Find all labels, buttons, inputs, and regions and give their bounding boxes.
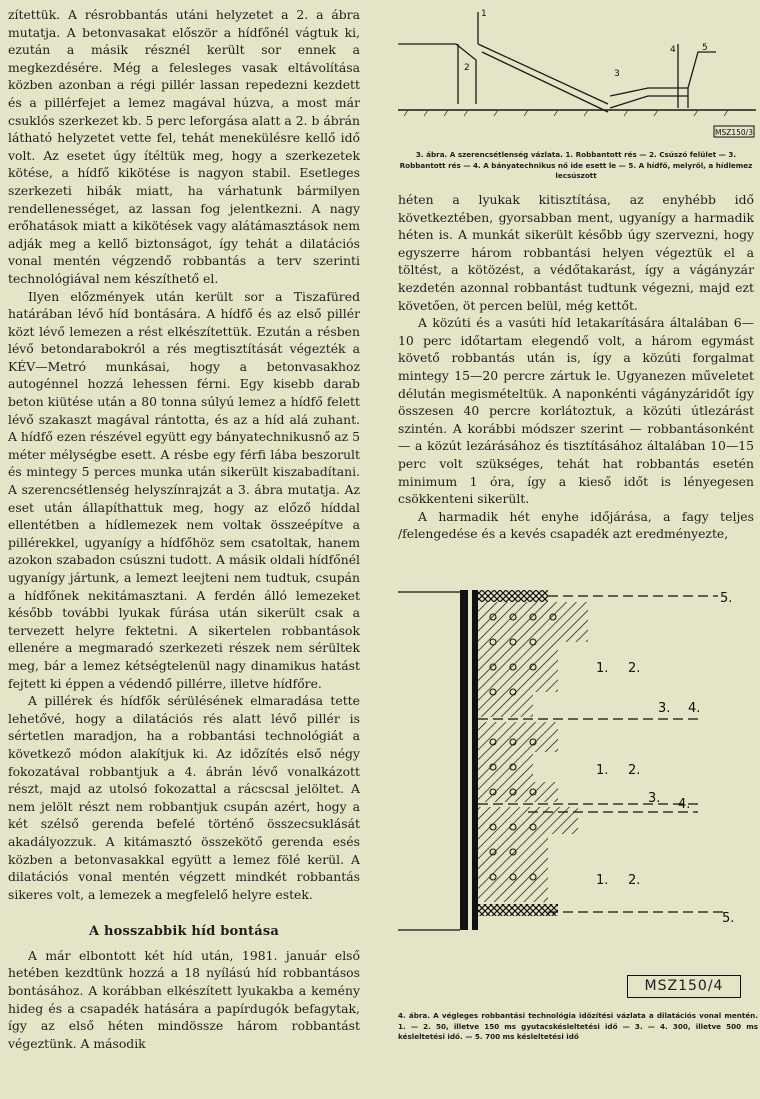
slab2-top [610,88,688,96]
bottom-grid-band [478,904,558,916]
paragraph: A közúti és a vasúti híd letakarítására általában 6—10 perc időtartam elegendő volt, a három egymást követő robbantás után is, így a közúti forgalmat mintegy 15—20 percre zártuk le. Ugyanezen műveletet délután megismételtük. A naponkénti vágányzáridőt így összesen 40 percre korlátoztuk, a közúti útlezárást szintén. A korábbi módszer szerint — robbantásonként — a közút lezárásához és tisztításához általában 10—15 perc volt szükséges, tehát hat robbantás esetén minimum 1 óra, így a kieső időt is lényegesen csökkenteni sikerült. [398,315,754,507]
fig4-label-b4: 4. [678,797,691,812]
pier-wall-inner [472,590,478,930]
ground-hatching [404,110,728,116]
figure-4-code: MSZ150/4 [627,975,741,998]
slab2-bottom [610,96,688,108]
paragraph: A harmadik hét enyhe időjárása, a fagy teljes /felengedése és a kevés csapadék azt eredményezte, [398,508,754,542]
fig4-label-b2: 2. [628,763,641,778]
fig3-code: MSZ150/3 [715,128,753,137]
paragraph: A pillérek és hídfők sérülésének elmaradása tette lehetővé, hogy a dilatációs rés alatt lévő pillér is sértetlen maradjon, ha a robbantási technológiát a következő módon alakítjuk ki. Az időzítés első négy fokozatával robbantjuk a 4. ábrán lévő vonalkázott részt, majd az utolsó fokozattal a rácscsal jelöltet. A nem jelölt részt nem robbantjuk csupán azért, hogy a két szélső gerenda befelé történő összecsuklását akadályozzuk. A kitámasztó összekötő gerenda esés közben a betonvasakkal együtt a lemez fölé kerül. A dilatációs vonal mentén végzett mindkét robbantás sikeres volt, a lemezek a megfelelő helyre estek. [8,693,360,902]
fig4-label-a3: 3. [658,701,671,716]
right-column [398,191,754,543]
abutment-outline [398,44,476,104]
paragraph: zítettük. A résrobbantás utáni helyzetet a 2. a ábra mutatja. A betonvasakat először a hídfőnél vágtuk ki, ezután a másik résznél került sor ennek a megkezdésére. Még a felesleges vasak eltávolítása közben azonban a régi pillér lassan repedezni kezdett és a pillérfejet a lemez magával húzva, a most már csuklós szerkezet kb. 5 perc leforgása alatt a 2. b ábrán látható helyzetet vette fel, tehát menekülésre kellő idő volt. Az esetet úgy ítéltük meg, hogy a szerkezetek kötése, a hídfő kikötése is nagyon stabil. Esetleges szerkezeti hibák miatt, ha várhatunk bármilyen rendellenességet, az lassan fog jelentkezni. A nagy erőhatások miatt a kikötések vagy alátámasztások nem adják meg a kellő biztonságot, így tehát a dilatációs vonal mentén végzendő robbantás a terv szerinti technológiával nem készíthető el. [8,7,360,286]
paragraph: A már elbontott két híd után, 1981. január első hetében kezdtünk hozzá a 18 nyílású híd robbantásos bontásához. A korábban elkészített lyukakba a kemény hideg és a csapadék hatására a papírdugók befagytak, így az első héten mindössze három robbantást végeztünk. A második [8,947,360,1051]
figure-4-caption: 4. ábra. A végleges robbantási technológia időzítési vázlata a dilatációs vonal mentén. 1. — 2. 50, illetve 150 ms gyutacskésleltetési idő — 3. — 4. 300, illetve 500 ms késleltetési idő. — 5. 700 ms késleltetési idő [398,1011,758,1041]
fig3-label-5: 5 [702,43,708,53]
fig3-label-4: 4 [670,45,676,55]
fig4-label-top5: 5. [720,591,733,606]
figure-4-diagram [398,572,758,977]
fig4-label-bot5: 5. [722,911,735,926]
top-grid-band [478,590,548,602]
fig4-label-c2: 2. [628,873,641,888]
figure-3-sketch [398,4,756,139]
slab-top [478,44,608,104]
paragraph: héten a lyukak kitisztítása, az enyhébb idő következtében, gyorsabban ment, ugyanígy a harmadik héten is. A munkát sikerült később úgy szervezni, hogy egyszerre három robbantási helyen végeztük el a töltést, a kötözést, a védőtakarást, így a vágányzár kezdetén azonnal robbantást tudtunk végezni, majd ezt követően, öt percen belül, még kettőt. [398,192,754,313]
fig4-label-c1: 1. [596,873,609,888]
section-heading: A hosszabbik híd bontása [88,924,280,940]
fig3-label-3: 3 [614,69,620,79]
fig3-label-2: 2 [464,63,470,73]
fig4-label-a2: 2. [628,661,641,676]
pier-wall-outer [460,590,468,930]
hatched-zone-3 [478,807,578,872]
slab-bottom [482,52,608,112]
fig3-label-1: 1 [481,9,487,19]
fig4-label-b1: 1. [596,763,609,778]
hatched-zone-2 [478,722,558,802]
right-abutment [688,52,716,108]
fig4-label-a1: 1. [596,661,609,676]
paragraph: Ilyen előzmények után került sor a Tiszafüred határában lévő híd bontására. A hídfő és az első pillér közt lévő lemezen a rést elkészítettük. Ezután a résben lévő betondarabokról a rés megtisztítását végezték a KÉV—Metró munkásai, hogy a betonvasakhoz autogénnel hozzá lehessen férni. Egy kisebb darab beton kiütése után a 80 tonna súlyú lemez a hídfő felett lévő szakaszt magával rántotta, és az a híd alá zuhant. A hídfő ezen részével együtt egy bányatechnikusnő az 5 méter mélységbe esett. A résbe egy férfi lába beszorult és mintegy 5 perces munka után sikerült kiszabadítani. A szerencsétlenség helyszínrajzát a 3. ábra mutatja. Az eset után állapíthattuk meg, hogy az előző híddal ellentétben a hídlemezek nem voltak összeépítve a pillérekkel, ugyanígy a hídfőhöz sem csatoltak, hanem azokon szabadon csúszni tudott. A másik oldali hídfőnél ugyanígy jártunk, a lemezt leejteni nem tudtuk, csupán a hídfőnek nekitámasztani. A ferdén álló lemezeket később további lyukak fúrása után sikerült csak a tervezett helyre fektetni. A sikertelen robbantások ellenére a megmaradó szerkezeti részek nem sérültek meg, bár a lemez kétségtelenül nagy dinamikus hatást fejtett ki éppen a védendő pillérre, illetve hídfőre. [8,288,360,691]
hatched-zone-4 [478,872,548,902]
fig4-label-a4: 4. [688,701,701,716]
figure-3-caption: 3. ábra. A szerencsétlenség vázlata. 1. Robbantott rés — 2. Csúszó felület — 3. Robbantott rés — 4. A bányatechnikus nő ide esett le — 5. A hídfő, melyről, a hídlemez lecsúszott [399,150,753,180]
left-column [8,6,360,1052]
fig4-label-b3: 3. [648,791,661,806]
